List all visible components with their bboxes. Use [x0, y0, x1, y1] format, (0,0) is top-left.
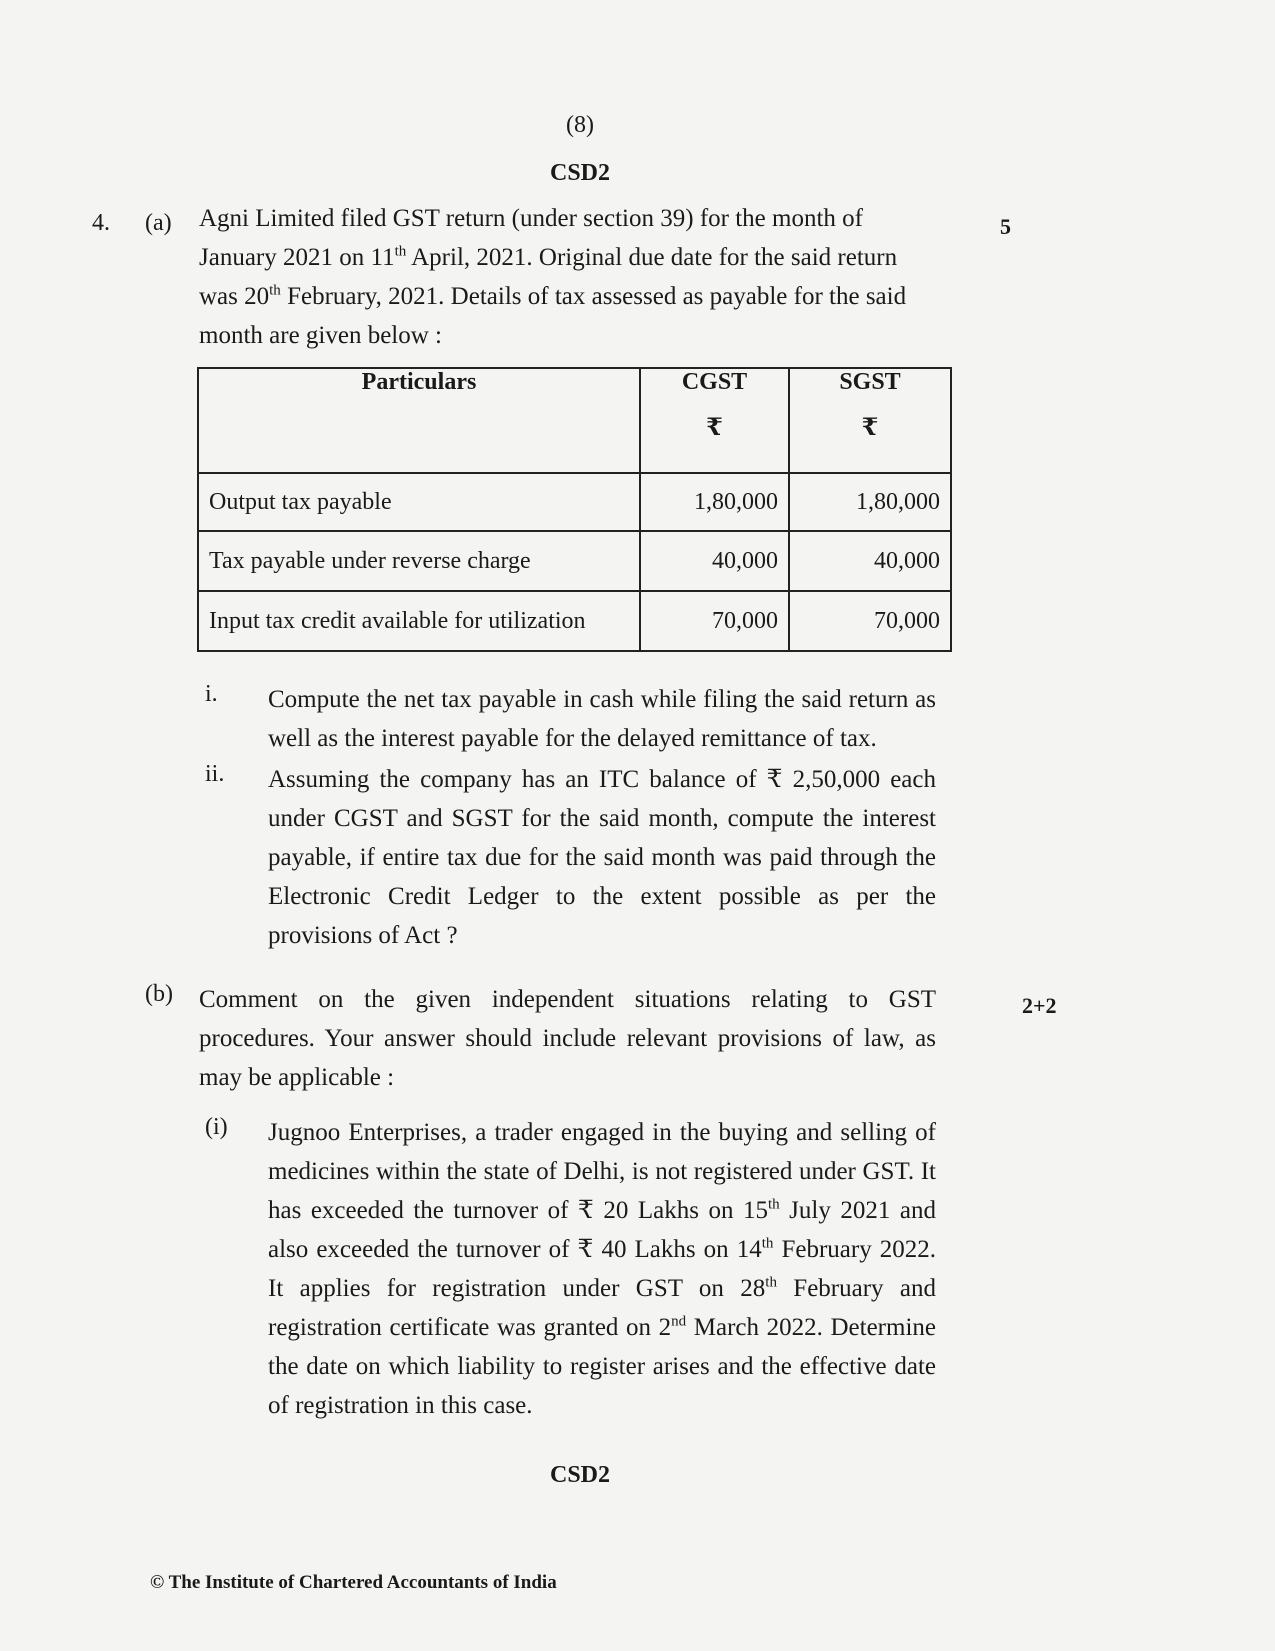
table-row — [198, 473, 951, 531]
row-sgst: 40,000 — [789, 531, 951, 591]
header-cgst: CGST ₹ — [640, 368, 789, 473]
tax-details-table — [197, 367, 952, 652]
row-particular: Output tax payable — [198, 473, 640, 531]
table-header-row — [198, 368, 951, 473]
rupee-symbol: ₹ — [706, 415, 723, 441]
row-cgst: 1,80,000 — [640, 473, 789, 531]
row-sgst: 70,000 — [789, 591, 951, 651]
situation-i-text: Jugnoo Enterprises, a trader engaged in the buying and selling of medicines within the state of Delhi, is not registered under GST. It has exceeded the turnover of ₹ 20 Lakhs on 15th July 2021 and also exceeded the turnover of ₹ 40 Lakhs on 14th February 2022. It applies for registration under GST on 28th February and registration certificate was granted on 2nd March 2022. Determine the date on which liability to register arises and the effective date of registration in this case. — [268, 1119, 937, 1419]
item-i-text: Compute the net tax payable in cash while filing the said return as well as the interest payable for the delayed remittance of tax. — [268, 686, 936, 752]
rupee-symbol: ₹ — [861, 415, 879, 441]
row-particular: Input tax credit available for utilization — [198, 591, 640, 651]
paper-code-top: CSD2 — [549, 160, 610, 186]
table-row — [198, 531, 951, 591]
part-a-marks: 5 — [1000, 214, 1011, 239]
item-ii-label: ii. — [205, 761, 225, 787]
header-particulars: Particulars — [198, 368, 640, 473]
page-number: (8) — [566, 112, 594, 138]
copyright-footer: © The Institute of Chartered Accountants of India — [150, 1572, 557, 1593]
part-a-label: (a) — [145, 210, 172, 236]
row-sgst: 1,80,000 — [789, 473, 951, 531]
item-ii-text: Assuming the company has an ITC balance of ₹ 2,50,000 each under CGST and SGST for the said month, compute the interest payable, if entire tax due for the said month was paid through the Electronic Credit Ledger to the extent possible as per the provisions of Act ? — [268, 766, 936, 949]
row-particular: Tax payable under reverse charge — [198, 531, 640, 591]
item-i-label: i. — [205, 681, 218, 707]
row-cgst: 40,000 — [640, 531, 789, 591]
paper-code-bottom: CSD2 — [549, 1462, 610, 1488]
row-cgst: 70,000 — [640, 591, 789, 651]
part-b-intro: Comment on the given independent situations relating to GST procedures. Your answer should include relevant provisions of law, as may be applicable : — [199, 986, 936, 1091]
question-number: 4. — [92, 210, 110, 236]
part-b-marks: 2+2 — [1022, 993, 1057, 1018]
table-row — [198, 591, 951, 651]
part-b-label: (b) — [145, 981, 173, 1007]
part-a-intro: Agni Limited filed GST return (under section 39) for the month of January 2021 on 11th April, 2021. Original due date for the said return was 20th February, 2021. Details of tax assessed as payable for the said month are given below : — [199, 205, 907, 349]
header-sgst: SGST ₹ — [789, 368, 951, 473]
situation-i-label: (i) — [205, 1114, 228, 1140]
